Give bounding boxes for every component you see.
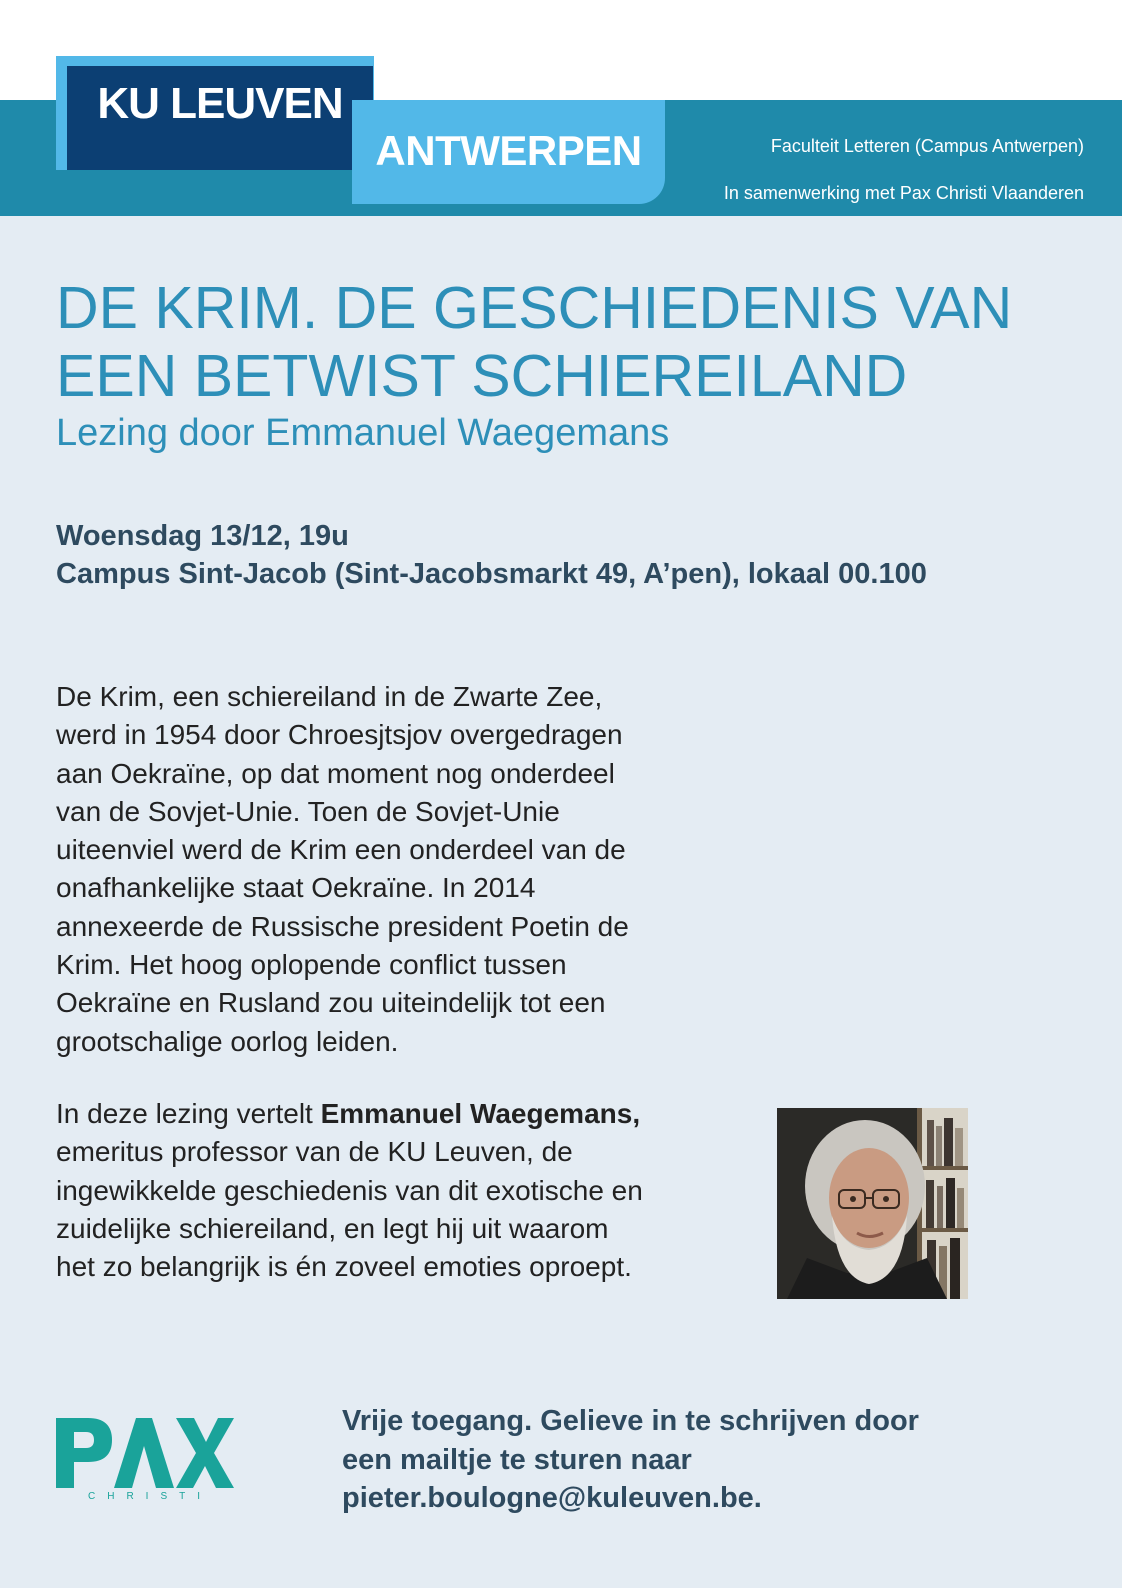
event-title [56, 274, 1076, 410]
paragraph-line: grootschalige oorlog leiden. [56, 1025, 399, 1057]
paragraph-line [56, 1095, 643, 1133]
speaker-paragraph [56, 1095, 643, 1286]
speaker-photo [777, 1108, 968, 1299]
event-title-line: DE KRIM. DE GESCHIEDENIS VAN [56, 275, 1013, 341]
campus-name: ANTWERPEN [375, 127, 642, 174]
paragraph-intro: In deze lezing vertelt [56, 1098, 321, 1129]
paragraph-line: aan Oekraïne, op dat moment nog onderdeel [56, 757, 615, 789]
registration-note [342, 1402, 919, 1518]
intro-paragraph [56, 678, 629, 1061]
paragraph-line: zuidelijke schiereiland, en legt hij uit waarom [56, 1212, 609, 1244]
pax-christi-subtitle: CHRISTI [88, 1491, 212, 1500]
paragraph-line: onafhankelijke staat Oekraïne. In 2014 [56, 872, 536, 904]
event-subtitle: Lezing door Emmanuel Waegemans [56, 412, 670, 454]
paragraph-line: De Krim, een schiereiland in de Zwarte Zee, [56, 681, 603, 712]
contact-email[interactable]: pieter.boulogne@kuleuven.be. [342, 1482, 762, 1514]
pax-christi-logo [54, 1416, 234, 1500]
paragraph-line: Oekraïne en Rusland zou uiteindelijk tot een [56, 987, 606, 1019]
event-venue: Campus Sint-Jacob (Sint-Jacobsmarkt 49, A’pen), lokaal 00.100 [56, 558, 927, 590]
paragraph-line: emeritus professor van de KU Leuven, de [56, 1136, 573, 1168]
paragraph-line: uiteenviel werd de Krim een onderdeel van de [56, 834, 626, 866]
paragraph-line: ingewikkelde geschiedenis van dit exotische en [56, 1174, 643, 1206]
paragraph-line: van de Sovjet-Unie. Toen de Sovjet-Unie [56, 795, 560, 827]
footer-line: een mailtje te sturen naar [342, 1443, 692, 1476]
faculty-name: Faculteit Letteren (Campus Antwerpen) [770, 136, 1084, 156]
ku-leuven-logo-text: KU LEUVEN [97, 79, 343, 128]
collaboration-note: In samenwerking met Pax Christi Vlaanderen [723, 183, 1084, 203]
speaker-name: Emmanuel Waegemans, [320, 1098, 641, 1129]
paragraph-line: annexeerde de Russische president Poetin de [56, 910, 629, 942]
event-title-line: EEN BETWIST SCHIEREILAND [56, 343, 908, 409]
footer-line: Vrije toegang. Gelieve in te schrijven door [342, 1405, 919, 1437]
event-date: Woensdag 13/12, 19u [56, 520, 349, 552]
paragraph-line: het zo belangrijk is én zoveel emoties oproept. [56, 1251, 632, 1283]
paragraph-line: Krim. Het hoog oplopende conflict tussen [56, 949, 567, 981]
paragraph-line: werd in 1954 door Chroesjtsjov overgedragen [56, 719, 623, 751]
